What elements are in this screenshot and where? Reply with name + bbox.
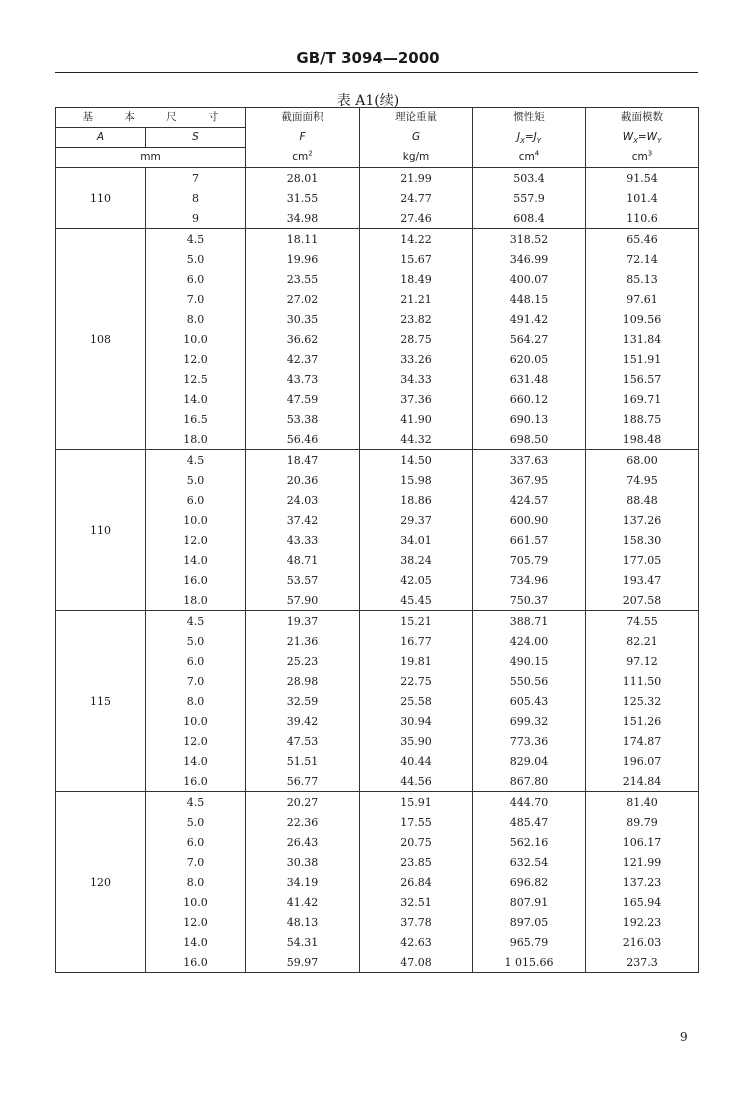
cell-S: 5.0 [146,249,246,269]
cell-inertia: 696.82 [473,872,586,892]
cell-mass: 37.78 [360,912,473,932]
cell-S: 8 [146,188,246,208]
cell-mass: 19.81 [360,651,473,671]
cell-mass: 25.58 [360,691,473,711]
cell-modulus: 74.55 [586,611,699,632]
cell-modulus: 89.79 [586,812,699,832]
cell-inertia: 346.99 [473,249,586,269]
table-header [56,108,699,168]
header-inertia-unit: $cm^4$ [473,148,586,168]
cell-area: 57.90 [246,590,360,611]
cell-modulus: 174.87 [586,731,699,751]
cell-inertia: 491.42 [473,309,586,329]
cell-inertia: 388.71 [473,611,586,632]
cell-area: 48.71 [246,550,360,570]
standard-header: GB/T 3094—2000 [296,49,440,67]
cell-S: 12.0 [146,731,246,751]
header-modulus-symbol: $W_X=W_Y$ [586,128,699,148]
cell-modulus: 74.95 [586,470,699,490]
table-row [56,550,699,570]
table-row [56,731,699,751]
header-inertia-symbol: $J_X=J_Y$ [473,128,586,148]
cell-mass: 18.86 [360,490,473,510]
cell-S: 6.0 [146,832,246,852]
cell-area: 19.37 [246,611,360,632]
cell-modulus: 193.47 [586,570,699,590]
cell-inertia: 444.70 [473,792,586,813]
cell-modulus: 121.99 [586,852,699,872]
table-row [56,590,699,611]
cell-inertia: 661.57 [473,530,586,550]
cell-mass: 15.91 [360,792,473,813]
table-row [56,269,699,289]
cell-S: 8.0 [146,691,246,711]
cell-mass: 21.21 [360,289,473,309]
cell-area: 21.36 [246,631,360,651]
cell-inertia: 705.79 [473,550,586,570]
cell-area: 53.38 [246,409,360,429]
cell-inertia: 424.00 [473,631,586,651]
header-basic-dimensions: 基 本 尺 寸 [56,108,246,128]
cell-area: 36.62 [246,329,360,349]
cell-inertia: 337.63 [473,450,586,471]
cell-S: 10.0 [146,329,246,349]
cell-modulus: 198.48 [586,429,699,450]
cell-inertia: 829.04 [473,751,586,771]
cell-area: 27.02 [246,289,360,309]
cell-S: 7 [146,168,246,189]
cell-A: 110 [56,450,146,611]
cell-area: 34.98 [246,208,360,229]
cell-A: 108 [56,229,146,450]
cell-inertia: 867.80 [473,771,586,792]
cell-area: 26.43 [246,832,360,852]
dimensions-table [55,107,699,973]
cell-S: 14.0 [146,751,246,771]
header-rule [55,72,698,73]
header-unit-mm: mm [56,148,246,168]
cell-mass: 14.22 [360,229,473,250]
cell-modulus: 216.03 [586,932,699,952]
cell-S: 5.0 [146,631,246,651]
cell-modulus: 156.57 [586,369,699,389]
cell-S: 6.0 [146,490,246,510]
cell-mass: 27.46 [360,208,473,229]
cell-inertia: 503.4 [473,168,586,189]
header-area-name: 截面面积 [246,108,360,128]
cell-area: 41.42 [246,892,360,912]
cell-area: 39.42 [246,711,360,731]
cell-area: 22.36 [246,812,360,832]
cell-area: 42.37 [246,349,360,369]
table-row [56,832,699,852]
cell-modulus: 192.23 [586,912,699,932]
cell-mass: 22.75 [360,671,473,691]
cell-inertia: 490.15 [473,651,586,671]
cell-S: 4.5 [146,792,246,813]
cell-modulus: 106.17 [586,832,699,852]
cell-inertia: 660.12 [473,389,586,409]
cell-S: 10.0 [146,711,246,731]
cell-area: 24.03 [246,490,360,510]
table-body [56,168,699,973]
table-row [56,932,699,952]
cell-S: 18.0 [146,429,246,450]
cell-area: 43.33 [246,530,360,550]
header-mass-name: 理论重量 [360,108,473,128]
cell-inertia: 318.52 [473,229,586,250]
cell-area: 18.11 [246,229,360,250]
cell-mass: 33.26 [360,349,473,369]
cell-area: 34.19 [246,872,360,892]
cell-inertia: 734.96 [473,570,586,590]
table-row [56,892,699,912]
cell-area: 30.35 [246,309,360,329]
cell-modulus: 125.32 [586,691,699,711]
cell-S: 12.0 [146,349,246,369]
cell-S: 16.5 [146,409,246,429]
cell-mass: 38.24 [360,550,473,570]
cell-inertia: 965.79 [473,932,586,952]
table-row [56,309,699,329]
cell-modulus: 169.71 [586,389,699,409]
cell-S: 7.0 [146,671,246,691]
cell-S: 14.0 [146,389,246,409]
cell-area: 28.98 [246,671,360,691]
table-row [56,289,699,309]
cell-mass: 37.36 [360,389,473,409]
cell-mass: 20.75 [360,832,473,852]
cell-mass: 34.33 [360,369,473,389]
cell-inertia: 690.13 [473,409,586,429]
cell-S: 5.0 [146,470,246,490]
cell-mass: 16.77 [360,631,473,651]
cell-modulus: 72.14 [586,249,699,269]
cell-modulus: 97.61 [586,289,699,309]
cell-area: 23.55 [246,269,360,289]
table-row [56,349,699,369]
cell-S: 16.0 [146,570,246,590]
table-row [56,711,699,731]
cell-mass: 17.55 [360,812,473,832]
cell-S: 10.0 [146,510,246,530]
cell-inertia: 698.50 [473,429,586,450]
cell-inertia: 699.32 [473,711,586,731]
page-number: 9 [680,1030,688,1044]
table-row [56,651,699,671]
cell-inertia: 1 015.66 [473,952,586,973]
cell-mass: 42.05 [360,570,473,590]
table-row [56,912,699,932]
cell-modulus: 91.54 [586,168,699,189]
cell-modulus: 177.05 [586,550,699,570]
cell-mass: 35.90 [360,731,473,751]
cell-modulus: 88.48 [586,490,699,510]
table-row [56,490,699,510]
table-row [56,812,699,832]
cell-inertia: 367.95 [473,470,586,490]
cell-inertia: 400.07 [473,269,586,289]
cell-area: 37.42 [246,510,360,530]
cell-modulus: 237.3 [586,952,699,973]
cell-modulus: 97.12 [586,651,699,671]
cell-modulus: 151.26 [586,711,699,731]
table-row [56,570,699,590]
cell-S: 14.0 [146,550,246,570]
table-row [56,229,699,250]
cell-S: 4.5 [146,450,246,471]
cell-modulus: 81.40 [586,792,699,813]
cell-modulus: 110.6 [586,208,699,229]
cell-mass: 23.85 [360,852,473,872]
cell-mass: 30.94 [360,711,473,731]
cell-inertia: 424.57 [473,490,586,510]
cell-S: 12.0 [146,912,246,932]
cell-modulus: 82.21 [586,631,699,651]
table-row [56,208,699,229]
cell-modulus: 101.4 [586,188,699,208]
cell-modulus: 85.13 [586,269,699,289]
table-row [56,852,699,872]
cell-S: 16.0 [146,952,246,973]
cell-area: 18.47 [246,450,360,471]
cell-inertia: 631.48 [473,369,586,389]
cell-modulus: 151.91 [586,349,699,369]
cell-area: 47.53 [246,731,360,751]
cell-S: 7.0 [146,289,246,309]
header-A: A [56,128,146,148]
table-row [56,329,699,349]
table-row [56,409,699,429]
header-area-unit: $cm^2$ [246,148,360,168]
cell-area: 47.59 [246,389,360,409]
cell-mass: 44.32 [360,429,473,450]
header-mass-symbol: G [360,128,473,148]
cell-inertia: 750.37 [473,590,586,611]
cell-mass: 45.45 [360,590,473,611]
cell-mass: 23.82 [360,309,473,329]
cell-S: 6.0 [146,651,246,671]
cell-modulus: 214.84 [586,771,699,792]
cell-mass: 41.90 [360,409,473,429]
table-row [56,168,699,189]
header-area-symbol: F [246,128,360,148]
cell-mass: 32.51 [360,892,473,912]
cell-inertia: 773.36 [473,731,586,751]
cell-inertia: 550.56 [473,671,586,691]
cell-S: 4.5 [146,611,246,632]
table-row [56,792,699,813]
table-row [56,631,699,651]
table-row [56,389,699,409]
cell-area: 20.27 [246,792,360,813]
cell-inertia: 807.91 [473,892,586,912]
cell-mass: 14.50 [360,450,473,471]
cell-inertia: 605.43 [473,691,586,711]
cell-modulus: 109.56 [586,309,699,329]
cell-inertia: 562.16 [473,832,586,852]
cell-area: 28.01 [246,168,360,189]
cell-modulus: 68.00 [586,450,699,471]
cell-mass: 29.37 [360,510,473,530]
cell-S: 6.0 [146,269,246,289]
cell-S: 14.0 [146,932,246,952]
cell-mass: 15.98 [360,470,473,490]
cell-mass: 15.67 [360,249,473,269]
table-row [56,429,699,450]
cell-modulus: 196.07 [586,751,699,771]
table-row [56,751,699,771]
cell-mass: 21.99 [360,168,473,189]
cell-mass: 40.44 [360,751,473,771]
cell-area: 54.31 [246,932,360,952]
cell-area: 59.97 [246,952,360,973]
header-modulus-unit: $cm^3$ [586,148,699,168]
cell-inertia: 632.54 [473,852,586,872]
cell-S: 18.0 [146,590,246,611]
table-row [56,611,699,632]
cell-inertia: 600.90 [473,510,586,530]
cell-mass: 24.77 [360,188,473,208]
cell-mass: 44.56 [360,771,473,792]
table-row [56,369,699,389]
cell-area: 30.38 [246,852,360,872]
header-modulus-name: 截面模数 [586,108,699,128]
cell-A: 110 [56,168,146,229]
cell-mass: 34.01 [360,530,473,550]
cell-inertia: 448.15 [473,289,586,309]
cell-area: 19.96 [246,249,360,269]
cell-S: 9 [146,208,246,229]
cell-mass: 18.49 [360,269,473,289]
cell-modulus: 207.58 [586,590,699,611]
cell-inertia: 897.05 [473,912,586,932]
cell-mass: 47.08 [360,952,473,973]
cell-inertia: 485.47 [473,812,586,832]
cell-inertia: 557.9 [473,188,586,208]
cell-modulus: 137.26 [586,510,699,530]
cell-S: 5.0 [146,812,246,832]
table-row [56,691,699,711]
cell-inertia: 608.4 [473,208,586,229]
cell-modulus: 111.50 [586,671,699,691]
header-inertia-name: 惯性矩 [473,108,586,128]
cell-mass: 42.63 [360,932,473,952]
cell-modulus: 188.75 [586,409,699,429]
table-row [56,510,699,530]
cell-inertia: 564.27 [473,329,586,349]
cell-modulus: 65.46 [586,229,699,250]
cell-modulus: 137.23 [586,872,699,892]
table-row [56,188,699,208]
cell-S: 8.0 [146,309,246,329]
cell-area: 48.13 [246,912,360,932]
cell-mass: 26.84 [360,872,473,892]
cell-area: 56.77 [246,771,360,792]
cell-S: 4.5 [146,229,246,250]
table-row [56,450,699,471]
table-row [56,470,699,490]
cell-area: 51.51 [246,751,360,771]
cell-S: 12.5 [146,369,246,389]
cell-S: 10.0 [146,892,246,912]
table-caption: 表 A1(续) [336,93,400,109]
cell-area: 53.57 [246,570,360,590]
cell-modulus: 165.94 [586,892,699,912]
table-row [56,872,699,892]
cell-modulus: 158.30 [586,530,699,550]
cell-A: 115 [56,611,146,792]
cell-area: 43.73 [246,369,360,389]
cell-mass: 28.75 [360,329,473,349]
table-row [56,530,699,550]
cell-area: 32.59 [246,691,360,711]
cell-modulus: 131.84 [586,329,699,349]
table-row [56,249,699,269]
cell-S: 12.0 [146,530,246,550]
cell-inertia: 620.05 [473,349,586,369]
table-row [56,952,699,973]
cell-area: 20.36 [246,470,360,490]
cell-mass: 15.21 [360,611,473,632]
header-S: S [146,128,246,148]
table-row [56,771,699,792]
table-row [56,671,699,691]
cell-S: 16.0 [146,771,246,792]
cell-area: 25.23 [246,651,360,671]
cell-area: 56.46 [246,429,360,450]
cell-S: 7.0 [146,852,246,872]
header-mass-unit: kg/m [360,148,473,168]
cell-S: 8.0 [146,872,246,892]
cell-A: 120 [56,792,146,973]
cell-area: 31.55 [246,188,360,208]
